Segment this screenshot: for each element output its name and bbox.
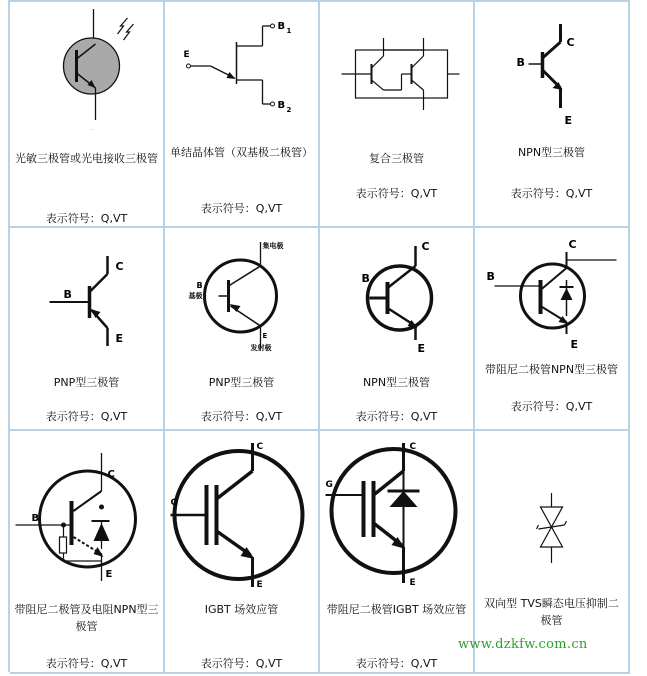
device-name: IGBT 场效应管	[204, 603, 279, 616]
symbol-text: 表示符号：Q,VT	[200, 657, 283, 670]
npn-circle-symbol	[320, 230, 473, 356]
cell-phototransistor	[10, 2, 165, 228]
svg-text:基极: 基极	[188, 292, 203, 300]
svg-text:E: E	[564, 114, 573, 127]
svg-text:E: E	[262, 332, 268, 340]
cell-pnp-1	[10, 228, 165, 431]
device-name: PNP型三极管	[53, 376, 120, 389]
device-name: NPN型三极管	[362, 376, 431, 389]
symbol-text: 表示符号：Q,VT	[45, 657, 128, 670]
ujt-symbol	[165, 4, 318, 130]
device-name: 复合三极管	[369, 152, 424, 165]
npn-symbol	[475, 4, 628, 130]
svg-text:B: B	[516, 56, 525, 69]
device-name: 单结晶体管（双基极二极管）	[170, 146, 313, 159]
svg-text:E: E	[570, 338, 579, 351]
cell-ujt	[165, 2, 320, 228]
cell-npn-2	[320, 228, 475, 431]
svg-text:B: B	[486, 270, 495, 283]
svg-text:B: B	[277, 21, 286, 32]
device-name: 带阻尼二极管NPN型三极管	[484, 363, 619, 376]
cell-darlington	[320, 2, 475, 228]
device-name: NPN型三极管	[517, 146, 586, 159]
cell-pnp-2	[165, 228, 320, 431]
symbol-text: 表示符号：Q,VT	[200, 202, 283, 215]
svg-text:G: G	[325, 480, 333, 490]
svg-text:1: 1	[286, 27, 292, 35]
cell-npn-damper-resistor	[10, 431, 165, 674]
symbol-text: 表示符号：Q,VT	[510, 400, 593, 413]
cell-igbt-damper	[320, 431, 475, 674]
svg-text:C: C	[115, 260, 124, 273]
svg-text:B: B	[31, 513, 40, 524]
device-name: 光敏三极管或光电接收三极管	[15, 152, 158, 165]
tvs-symbol	[475, 435, 628, 595]
watermark: www.dzkfw.com.cn	[458, 637, 588, 652]
svg-text:C: C	[566, 36, 575, 49]
cell-npn-damper	[475, 228, 630, 431]
symbol-text: 表示符号：Q,VT	[45, 212, 128, 225]
cell-npn-1	[475, 2, 630, 228]
phototransistor-symbol	[10, 4, 163, 130]
svg-text:E: E	[105, 569, 113, 580]
svg-text:B: B	[277, 100, 286, 111]
svg-text:C: C	[421, 240, 430, 253]
svg-text:E: E	[409, 578, 416, 588]
svg-text:B: B	[196, 281, 203, 290]
symbol-text: 表示符号：Q,VT	[200, 410, 283, 423]
igbt-damper-symbol	[320, 435, 473, 595]
svg-text:C: C	[107, 469, 115, 480]
svg-text:发射极: 发射极	[250, 344, 272, 352]
svg-text:E: E	[417, 342, 426, 355]
pnp-symbol	[10, 230, 163, 356]
npn-damper-resistor-symbol	[10, 441, 163, 589]
svg-text:C: C	[568, 238, 577, 251]
symbol-text: 表示符号：Q,VT	[45, 410, 128, 423]
svg-text:E: E	[183, 50, 190, 60]
pnp-circle-symbol	[165, 230, 318, 356]
device-name: 双向型 TVS瞬态电压抑制二极管	[484, 597, 619, 627]
device-name: 带阻尼二极管及电阻NPN型三极管	[14, 603, 159, 633]
symbol-table	[8, 0, 630, 672]
npn-damper-symbol	[475, 230, 628, 356]
symbol-text: 表示符号：Q,VT	[510, 187, 593, 200]
svg-text:…: …	[89, 126, 96, 130]
svg-text:E: E	[256, 580, 263, 590]
svg-text:2: 2	[286, 106, 292, 114]
symbol-text: 表示符号：Q,VT	[355, 187, 438, 200]
svg-text:C: C	[256, 442, 264, 452]
svg-text:集电极: 集电极	[262, 242, 284, 250]
svg-text:B: B	[361, 272, 370, 285]
device-name: 带阻尼二极管IGBT 场效应管	[326, 603, 467, 616]
device-name: PNP型三极管	[208, 376, 275, 389]
cell-igbt	[165, 431, 320, 674]
igbt-symbol	[165, 435, 318, 595]
svg-text:G: G	[170, 498, 178, 508]
svg-text:E: E	[115, 332, 124, 345]
symbol-text: 表示符号：Q,VT	[355, 410, 438, 423]
svg-text:B: B	[63, 288, 72, 301]
symbol-text: 表示符号：Q,VT	[355, 657, 438, 670]
svg-text:C: C	[409, 442, 417, 452]
darlington-symbol	[320, 4, 473, 130]
